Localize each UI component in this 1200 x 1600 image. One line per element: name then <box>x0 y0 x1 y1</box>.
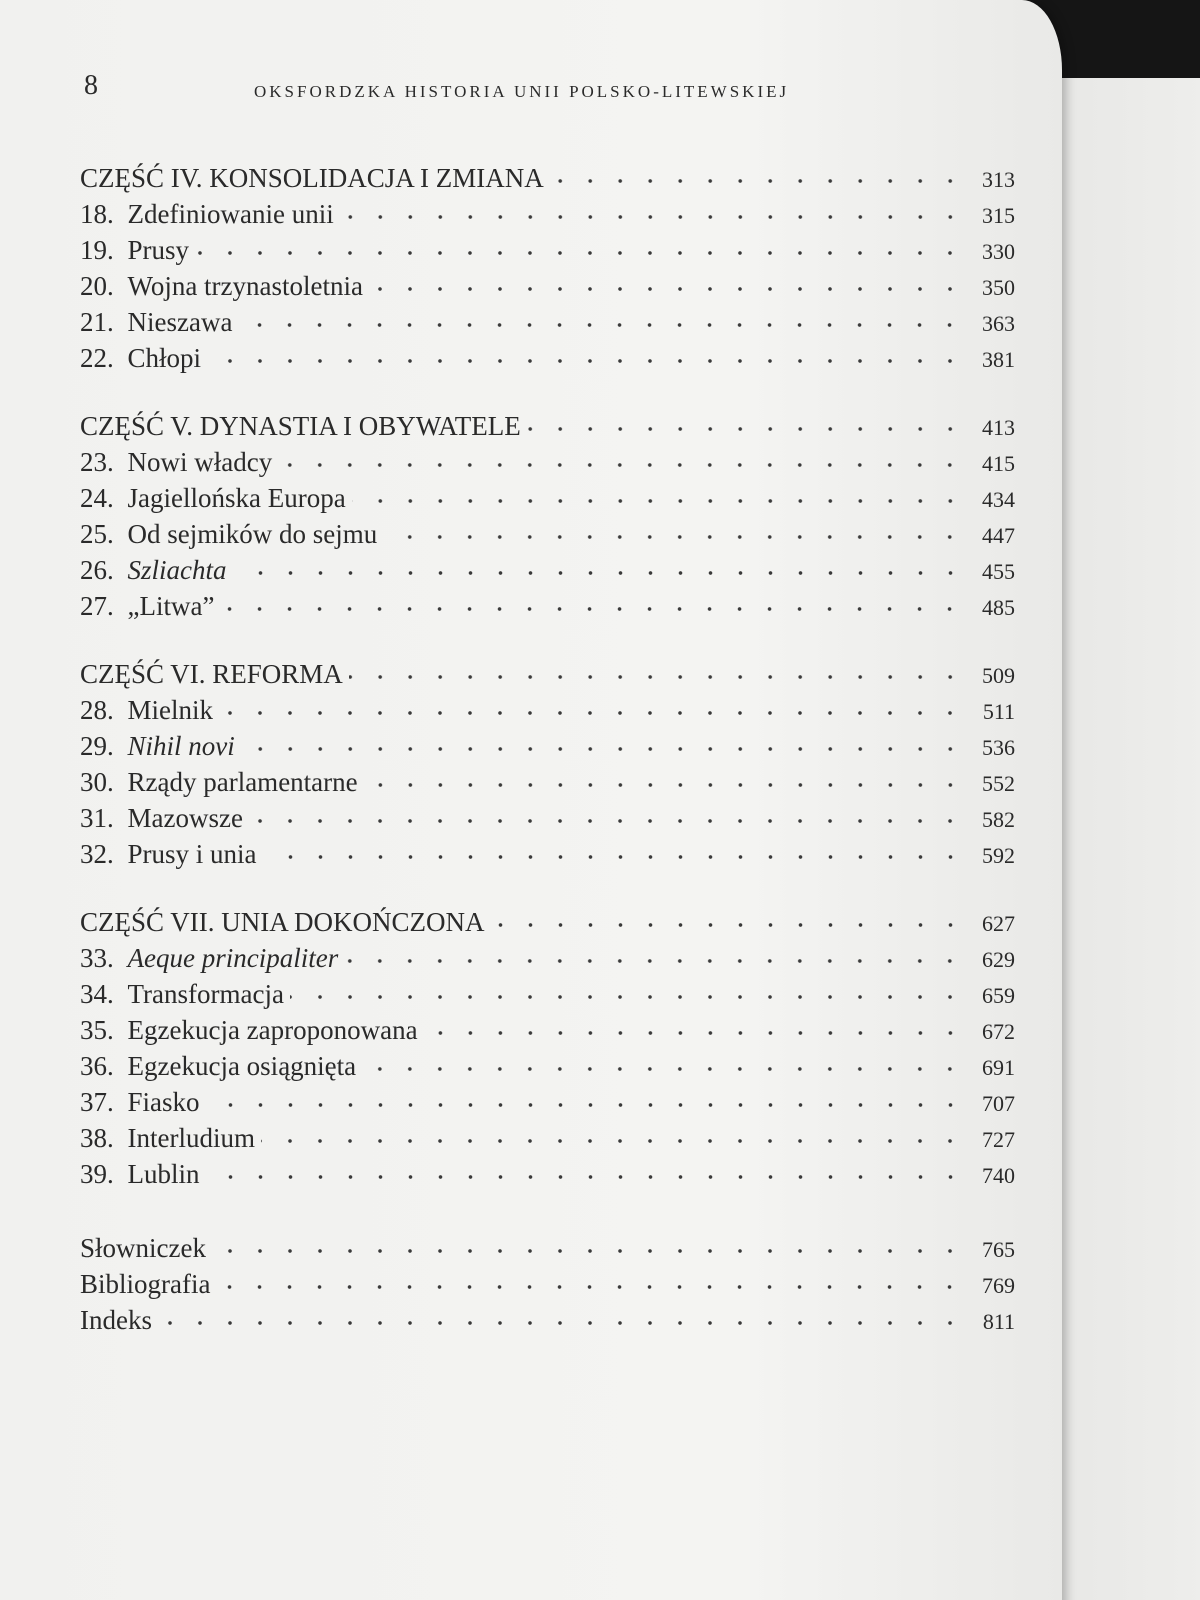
page-reference: 363 <box>982 311 1015 336</box>
dot-leader <box>349 673 965 681</box>
chapter-number: 26. <box>80 555 121 585</box>
chapter-number: 24. <box>80 483 121 513</box>
toc-part-section <box>80 648 1015 870</box>
page-reference: 511 <box>982 699 1015 724</box>
part-heading <box>80 896 1015 938</box>
chapter-entry <box>80 478 1015 514</box>
back-matter-entry <box>80 1228 1015 1264</box>
page-reference: 381 <box>982 347 1015 372</box>
dot-leader <box>216 1283 965 1291</box>
entry-label <box>80 1051 362 1082</box>
running-title: OKSFORDZKA HISTORIA UNII POLSKO-LITEWSKIEJ <box>254 82 790 101</box>
chapter-entry <box>80 690 1015 726</box>
page-reference: 455 <box>982 559 1015 584</box>
chapter-title: „Litwa” <box>127 591 215 621</box>
chapter-number: 32. <box>80 839 121 869</box>
dot-leader <box>261 1137 965 1145</box>
chapter-number: 36. <box>80 1051 121 1081</box>
dot-leader <box>219 709 965 717</box>
adjacent-page-edge <box>1040 78 1200 1600</box>
chapter-title: Egzekucja osiągnięta <box>127 1051 357 1081</box>
chapter-number: 29. <box>80 731 121 761</box>
back-matter-title: Słowniczek <box>80 1233 206 1263</box>
entry-label <box>80 1305 158 1336</box>
entry-label <box>80 803 249 834</box>
part-title: CZĘŚĆ IV. KONSOLIDACJA I ZMIANA <box>80 163 544 193</box>
toc-part-section <box>80 896 1015 1190</box>
part-heading <box>80 648 1015 690</box>
chapter-entry <box>80 1154 1015 1190</box>
back-matter <box>80 1228 1015 1336</box>
page-reference: 765 <box>982 1237 1015 1262</box>
chapter-number: 38. <box>80 1123 121 1153</box>
page-reference: 659 <box>982 983 1015 1008</box>
entry-label <box>80 411 527 442</box>
chapter-title: Mazowsze <box>127 803 243 833</box>
page-reference: 509 <box>982 663 1015 688</box>
entry-label <box>80 1123 261 1154</box>
chapter-number: 35. <box>80 1015 121 1045</box>
part-title: CZĘŚĆ VII. UNIA DOKOŃCZONA <box>80 907 485 937</box>
entry-label <box>80 695 219 726</box>
page-reference: 434 <box>982 487 1015 512</box>
chapter-title: Prusy i unia <box>127 839 257 869</box>
dot-leader <box>424 1029 965 1037</box>
running-header <box>84 70 984 110</box>
chapter-entry <box>80 974 1015 1010</box>
chapter-number: 37. <box>80 1087 121 1117</box>
chapter-entry <box>80 798 1015 834</box>
chapter-title: Rządy parlamentarne <box>127 767 358 797</box>
entry-label <box>80 839 263 870</box>
toc-part-section <box>80 152 1015 374</box>
chapter-title: Od sejmików do sejmu <box>127 519 378 549</box>
dot-leader <box>233 569 966 577</box>
chapter-title: Chłopi <box>127 343 202 373</box>
chapter-number: 30. <box>80 767 121 797</box>
entry-label <box>80 483 352 514</box>
page-reference: 629 <box>982 947 1015 972</box>
page-reference: 447 <box>982 523 1015 548</box>
page-reference: 415 <box>982 451 1015 476</box>
entry-label <box>80 555 233 586</box>
chapter-title: Lublin <box>127 1159 200 1189</box>
chapter-number: 20. <box>80 271 121 301</box>
page-reference: 536 <box>982 735 1015 760</box>
page-reference: 811 <box>982 1309 1015 1334</box>
chapter-title: Egzekucja zaproponowana <box>127 1015 418 1045</box>
entry-label <box>80 163 550 194</box>
chapter-number: 23. <box>80 447 121 477</box>
chapter-entry <box>80 442 1015 478</box>
dot-leader <box>206 1173 966 1181</box>
page-reference: 727 <box>982 1127 1015 1152</box>
back-matter-title: Indeks <box>80 1305 152 1335</box>
entry-label <box>80 343 207 374</box>
toc-part-section <box>80 400 1015 622</box>
entry-label <box>80 1269 216 1300</box>
dot-leader <box>263 853 965 861</box>
page-reference: 769 <box>982 1273 1015 1298</box>
page-reference: 672 <box>982 1019 1015 1044</box>
chapter-entry <box>80 550 1015 586</box>
entry-label <box>80 519 383 550</box>
chapter-entry <box>80 1082 1015 1118</box>
chapter-title: Fiasko <box>127 1087 200 1117</box>
page-reference: 552 <box>982 771 1015 796</box>
entry-label <box>80 731 241 762</box>
chapter-number: 31. <box>80 803 121 833</box>
dot-leader <box>344 957 965 965</box>
entry-label <box>80 447 278 478</box>
page-reference: 691 <box>982 1055 1015 1080</box>
chapter-entry <box>80 726 1015 762</box>
chapter-entry <box>80 1046 1015 1082</box>
chapter-number: 39. <box>80 1159 121 1189</box>
chapter-title: Interludium <box>127 1123 255 1153</box>
chapter-entry <box>80 586 1015 622</box>
part-title: CZĘŚĆ V. DYNASTIA I OBYWATELE <box>80 411 521 441</box>
page-reference: 350 <box>982 275 1015 300</box>
chapter-entry <box>80 762 1015 798</box>
chapter-number: 28. <box>80 695 121 725</box>
chapter-number: 25. <box>80 519 121 549</box>
chapter-number: 33. <box>80 943 121 973</box>
dot-leader <box>364 781 965 789</box>
chapter-entry <box>80 194 1015 230</box>
dot-leader <box>207 357 965 365</box>
page-reference: 592 <box>982 843 1015 868</box>
dot-leader <box>527 425 965 433</box>
chapter-title: Nowi władcy <box>127 447 273 477</box>
entry-label <box>80 659 349 690</box>
back-matter-title: Bibliografia <box>80 1269 211 1299</box>
chapter-number: 19. <box>80 235 121 265</box>
entry-label <box>80 907 491 938</box>
dot-leader <box>278 461 965 469</box>
back-matter-entry <box>80 1300 1015 1336</box>
entry-label <box>80 199 340 230</box>
chapter-title: Szliachta <box>127 555 227 585</box>
page-reference: 313 <box>982 167 1015 192</box>
table-of-contents <box>80 152 1015 1362</box>
chapter-title: Prusy <box>127 235 190 265</box>
part-title: CZĘŚĆ VI. REFORMA <box>80 659 343 689</box>
dot-leader <box>369 285 965 293</box>
chapter-title: Nihil novi <box>127 731 235 761</box>
entry-label <box>80 1159 206 1190</box>
entry-label <box>80 271 369 302</box>
chapter-entry <box>80 1118 1015 1154</box>
dot-leader <box>241 745 965 753</box>
chapter-entry <box>80 938 1015 974</box>
chapter-entry <box>80 1010 1015 1046</box>
chapter-title: Jagiellońska Europa <box>127 483 346 513</box>
page-reference: 740 <box>982 1163 1015 1188</box>
dot-leader <box>352 497 965 505</box>
chapter-number: 22. <box>80 343 121 373</box>
page-reference: 582 <box>982 807 1015 832</box>
chapter-title: Aeque principaliter <box>127 943 339 973</box>
dot-leader <box>383 533 965 541</box>
chapter-entry <box>80 514 1015 550</box>
entry-label <box>80 1233 212 1264</box>
dot-leader <box>206 1101 965 1109</box>
chapter-entry <box>80 834 1015 870</box>
dot-leader <box>550 177 965 185</box>
page-reference: 627 <box>982 911 1015 936</box>
dot-leader <box>212 1247 965 1255</box>
dot-leader <box>238 321 965 329</box>
entry-label <box>80 1087 206 1118</box>
chapter-title: Mielnik <box>127 695 213 725</box>
entry-label <box>80 943 344 974</box>
page-reference: 707 <box>982 1091 1015 1116</box>
dot-leader <box>362 1065 965 1073</box>
entry-label <box>80 1015 424 1046</box>
chapter-title: Wojna trzynastoletnia <box>127 271 363 301</box>
entry-label <box>80 591 220 622</box>
chapter-number: 34. <box>80 979 121 1009</box>
dot-leader <box>491 921 966 929</box>
dot-leader <box>158 1319 965 1327</box>
chapter-entry <box>80 230 1015 266</box>
chapter-number: 21. <box>80 307 121 337</box>
chapter-title: Transformacja <box>127 979 284 1009</box>
page-reference: 485 <box>982 595 1015 620</box>
dot-leader <box>290 993 965 1001</box>
entry-label <box>80 767 364 798</box>
page-reference: 315 <box>982 203 1015 228</box>
chapter-entry <box>80 302 1015 338</box>
dot-leader <box>220 605 965 613</box>
page-number: 8 <box>84 70 98 101</box>
chapter-entry <box>80 266 1015 302</box>
page-reference: 330 <box>982 239 1015 264</box>
part-heading <box>80 152 1015 194</box>
part-heading <box>80 400 1015 442</box>
chapter-title: Nieszawa <box>127 307 233 337</box>
dot-leader <box>195 249 965 257</box>
chapter-entry <box>80 338 1015 374</box>
page-reference: 413 <box>982 415 1015 440</box>
entry-label <box>80 307 238 338</box>
chapter-number: 18. <box>80 199 121 229</box>
entry-label <box>80 979 290 1010</box>
entry-label <box>80 235 195 266</box>
back-matter-entry <box>80 1264 1015 1300</box>
dot-leader <box>340 213 965 221</box>
dot-leader <box>249 817 965 825</box>
chapter-number: 27. <box>80 591 121 621</box>
chapter-title: Zdefiniowanie unii <box>127 199 334 229</box>
